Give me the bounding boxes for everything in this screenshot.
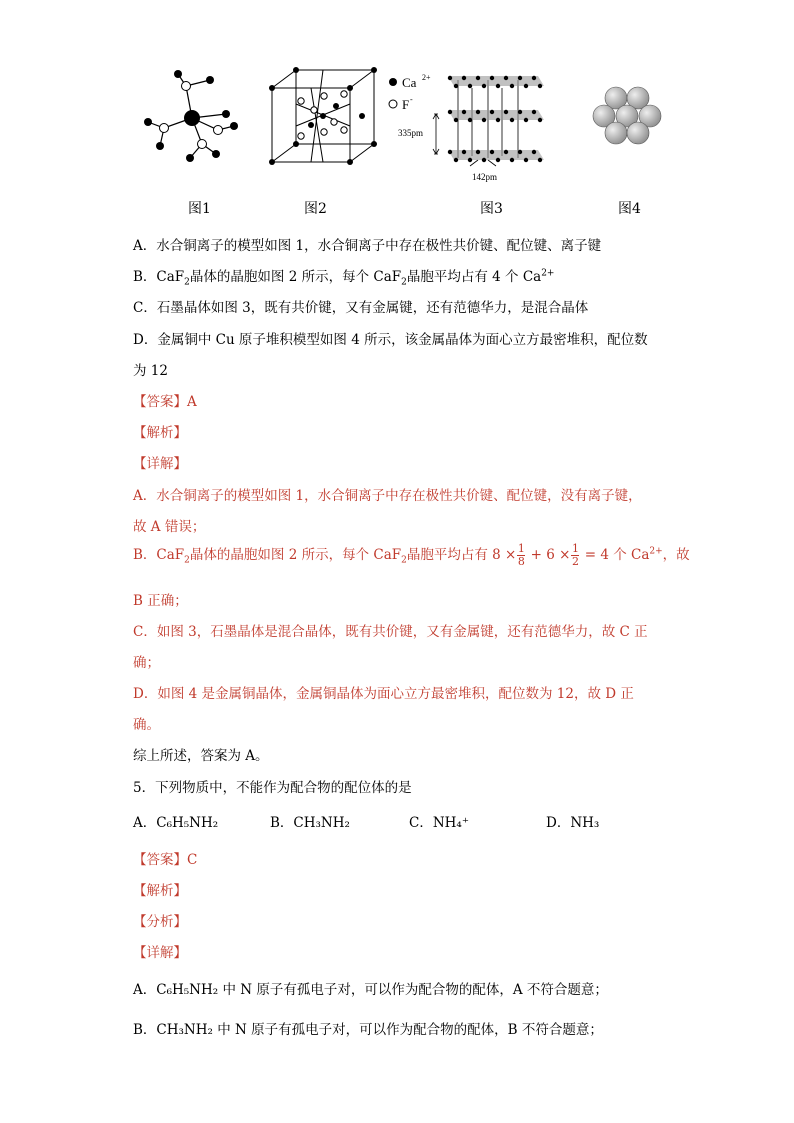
q4-explanation-b-line2: B 正确； — [133, 593, 188, 609]
q4-explanation-d-line2: 确。 — [133, 717, 160, 733]
figure-1-hydrated-copper-ion — [138, 66, 248, 176]
q4-option-d-line2: 为 12 — [133, 363, 168, 379]
dimension-335pm: 335pm — [398, 128, 424, 138]
fraction-one-eighth: $\frac{1}{8}$ — [517, 542, 525, 568]
figure-4-caption: 图4 — [618, 201, 641, 217]
dimension-142pm: 142pm — [472, 172, 498, 182]
q5-option-a: A．C₆H₅NH₂ — [133, 815, 219, 831]
figure-3-graphite-layers — [398, 66, 550, 186]
q4-option-d-line1: D．金属铜中 Cu 原子堆积模型如图 4 所示，该金属晶体为面心立方最密堆积，配位数 — [133, 332, 648, 348]
q4-answer: 【答案】A — [133, 394, 197, 410]
q5-option-b: B．CH₃NH₂ — [270, 815, 350, 831]
q4-explanation-a-line2: 故 A 错误； — [133, 519, 206, 535]
figure-1-caption: 图1 — [188, 201, 211, 217]
q5-stem: 5．下列物质中，不能作为配合物的配位体的是 — [133, 780, 412, 796]
q4-explanation-b-line1: B．CaF$_2$晶体的晶胞如图 2 所示，每个 CaF$_2$晶胞平均占有 8 × $\frac{1}{8}$ + 6 × $\frac{1}{2}$ = 4 个 $Ca^{2+}$，故 — [133, 542, 690, 568]
q5-explanation-b: B．CH₃NH₂ 中 N 原子有孤电子对，可以作为配合物的配体，B 不符合题意； — [133, 1022, 603, 1038]
legend-f-charge: - — [410, 95, 413, 104]
q5-option-c: C．NH₄⁺ — [409, 815, 469, 831]
q5-fenxi-heading: 【分析】 — [133, 914, 187, 930]
legend-ca-charge: 2+ — [422, 73, 431, 82]
figure-3-caption: 图3 — [480, 201, 503, 217]
q4-analysis-heading: 【解析】 — [133, 425, 187, 441]
q4-option-b: B．CaF$_2$晶体的晶胞如图 2 所示，每个 CaF$_2$晶胞平均占有 4 个 $Ca^{2+}$ — [133, 268, 555, 288]
q5-option-d: D．NH₃ — [546, 815, 600, 831]
q4-explanation-d-line1: D．如图 4 是金属铜晶体，金属铜晶体为面心立方最密堆积，配位数为 12，故 D 正 — [133, 686, 634, 702]
q5-analysis-heading: 【解析】 — [133, 883, 187, 899]
q4-explanation-c-line2: 确； — [133, 655, 160, 671]
q5-detail-heading: 【详解】 — [133, 945, 187, 961]
figure-2-caption: 图2 — [304, 201, 327, 217]
q5-answer: 【答案】C — [133, 852, 198, 868]
q4-detail-heading: 【详解】 — [133, 456, 187, 472]
legend-ca-label: Ca — [402, 75, 417, 90]
figure-4-copper-packing — [590, 86, 666, 146]
legend-f-label: F — [402, 97, 410, 112]
fraction-one-half: $\frac{1}{2}$ — [571, 542, 579, 568]
q4-explanation-c-line1: C．如图 3，石墨晶体是混合晶体，既有共价键，又有金属键，还有范德华力，故 C 正 — [133, 624, 648, 640]
q4-summary: 综上所述，答案为 A。 — [133, 748, 269, 764]
q4-option-a: A．水合铜离子的模型如图 1，水合铜离子中存在极性共价键、配位键、离子键 — [133, 238, 602, 254]
q4-option-c: C．石墨晶体如图 3，既有共价键，又有金属键，还有范德华力，是混合晶体 — [133, 300, 589, 316]
q5-explanation-a: A．C₆H₅NH₂ 中 N 原子有孤电子对，可以作为配合物的配体，A 不符合题意； — [133, 982, 608, 998]
q4-explanation-a-line1: A．水合铜离子的模型如图 1，水合铜离子中存在极性共价键、配位键，没有离子键， — [133, 488, 642, 504]
